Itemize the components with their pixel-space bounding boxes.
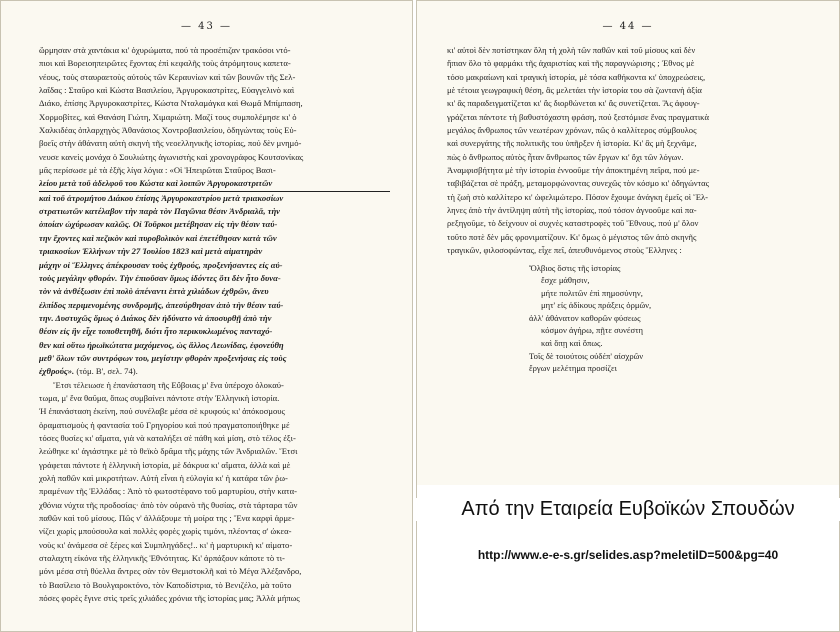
text-line: τόσο μακραίωνη καὶ τραγικὴ ἱστορία, μὲ τόσα καθήκοντα κι' ὑποχρεώσεις, [447, 71, 706, 82]
text-line: μᾶς περίσωσε μὲ τὰ ἑξῆς λίγα λόγια : «Οἱ Ἠπειρῶται Σταῦρος Βασι- [39, 165, 276, 176]
text-line: σταλαχτη εἰκόνα τῆς ἑλληνικῆς Ἑθνότητας. Κι' ἀρπάξουν κάποτε τὸ τι- [39, 553, 285, 564]
text-line: πιοι καὶ Βορειοηπειρῶτες ἔχοντας ἐπὶ κεφαλῆς τοὺς ἀτρόμητους καπετα- [39, 58, 291, 69]
text-line: νοὺς κι' ἀνάμεσα σὲ ξέρες καὶ Συμπληγάδες!.. κι' ἡ μαρτυρικὴ κι' αἱματο- [39, 539, 293, 550]
text-line: λαΐδας : Σταῦρο καὶ Κώστα Βασιλείου, Ἀργυροκαστρίτες, Εὐαγγελινὸ καὶ [39, 85, 295, 96]
poem-line: Ὄλβιος ὅστις τῆς ἱστορίας [529, 262, 621, 273]
text-line: καὶ τοῦ ἀτρομήτου Διάκου ἐπίσης Ἀργυροκαστρίου μετὰ τριακοσίων [39, 192, 284, 203]
underlined-line: λείου μετὰ τοῦ ἀδελφοῦ του Κώστα καὶ λοιπῶν Ἀργυροκαστριτῶν [39, 178, 273, 189]
text-line: ρεξηγοῦμε, τὸ δείχνουν οἱ συχνὲς καταστροφὲς τοῦ Ἔθνους, πού μ' ὅλον [447, 218, 699, 229]
text-line: τόσες θυσίες κι' αἵματα, γιὰ νὰ καταλήξει σὲ πάθη καὶ μίση, στὸ τέλος ἐξι- [39, 432, 296, 443]
text-line: ὁποίαν ὠχύρωσαν καλῶς. Οἱ Τοῦρκοι μετέβησαν εἰς τὴν θέσιν ταύ- [39, 219, 278, 230]
text-line: τωμα, μ' ἕνα θαῦμα, ὅπως συμβαίνει πάντοτε στὴν Ἑλληνικὴ ἱστορία. [39, 392, 280, 403]
text-line: τὸν νὰ ἀνθέξωσιν ἐπὶ πολὺ ἀπέναντι ἑπτὰ χιλιάδων ἐχθρῶν, ἄνευ [39, 286, 269, 297]
text-line: κι' αὐτοὶ δὲν ποτίστηκαν ὅλη τὴ χολὴ τῶν παθῶν καὶ τοῦ μίσους καὶ δὲν [447, 45, 696, 55]
text-line: Χορμοβίτες, καὶ Θανάση Γιώτη, Χιμαριώτη. Μαζί τους συμπολέμησε κι' ὁ [39, 111, 297, 122]
poem-line: ἔργων μελέτημα προσίζει [529, 363, 617, 374]
text-line: μεθ' ὅλων τῶν συντρόφων του, μεγίστην φθορὰν προξενήσας εἰς τοὺς [39, 352, 287, 363]
text-line: ταβιβάζεται σὲ πράξη, μεταμορφώνοντας συνεχῶς τὸν κόσμο κι' ὁδηγώντας [447, 178, 709, 189]
text-line: τοῦτο ποτὲ δὲν μᾶς φρονιματίζουν. Κι' ὅμως ὁ μέγιστος τῶν ἀπὸ σκηνῆς [447, 231, 697, 242]
poem [529, 262, 839, 375]
right-page-text [447, 44, 809, 258]
poem-line: Τοῖς δὲ τοιούτοις οὐδέπ' αἰσχρῶν [529, 350, 644, 361]
poem-line: μήτε πολιτῶν ἐπὶ πημοσύνην, [541, 287, 643, 298]
left-page [0, 0, 413, 632]
text-line: νευσε κανεὶς μονάχα ὁ Σουλιώτης ἀγωνιστὴς καὶ χρονογράφος Κουτσονίκας [39, 151, 304, 162]
text-line: ὥρμησαν στὰ χαντάκια κι' ὀχυρώματα, πού τὰ προσέπιζαν τρακόσοι ντό- [39, 45, 291, 55]
text-line: ὁραματισμοὺς ἡ φαντασία τοῦ Γρηγορίου καὶ πού πραγματοποιήθηκε μέ [39, 419, 290, 430]
text-line: παθῶν καὶ τοῦ μίσους. Πῶς ν' ἀλλάξουμε τὴ μοίρα της ; Ἕνα καρφὶ ἀρμε- [39, 513, 295, 524]
text-line: πὼς ὁ ἄνθρωπος αὐτὸς ἦταν ἄνθρωπος τῶν ἔργων κι' ὄχι τῶν λόγων. [447, 151, 684, 162]
text-line: χολὴ παθῶν καὶ μικροτήτων. Αὐτὴ εἶναι ἡ εὐλογία κι' ἡ κατάρα τῶν ῥω- [39, 473, 288, 483]
poem-line: καὶ ὅπῃ καὶ ὅπως. [541, 338, 603, 349]
left-page-text [39, 44, 390, 605]
text-line: Διάκο, ἐπίσης Ἀργυροκαστρίτες, Κώστα Νταλαμάγκα καὶ Θωμᾶ Μπίμπαση, [39, 98, 303, 109]
text-line: μόνι μέσα στὴ θύελλα ἄντρες σὰν τὸν Θεμιστοκλῆ καὶ τὸ Μέγα Ἀλέξανδρο, [39, 566, 302, 577]
text-line: στρατιωτῶν κατέλαβον τὴν παρὰ τὸν Παγῶνια θέσιν Ἀνδριαλᾶ, τὴν [39, 206, 280, 217]
text-line: κι' ἂς παραδειγματίζεται κι' ἂς διορθώνεται κι' ἂς συνετίζεται. Ἂς ἀφουγ- [447, 98, 700, 109]
text-line: Ἡ ἐπανάσταση ἐκείνη, πού συνέλαβε μέσα σὲ κρυφούς κι' ἀπόκοσμους [39, 406, 285, 417]
text-line: Ἔτσι τέλειωσε ἡ ἐπανάσταση τῆς Εὔβοιας μ' ἕνα ὑπέροχο ὁλοκαύ- [53, 379, 284, 390]
page-number: — 44 — [602, 21, 654, 32]
bold-line: ἐχθρούς». [39, 366, 75, 377]
text-line: νέους, τοὺς σταυραετοὺς αὐτοὺς τῶν Κεραυνίων καὶ τῶν βουνῶν τῆς Σελ- [39, 71, 296, 82]
text-line: καὶ συνεργάτης τῆς πολιτικῆς του ὑπῆρξεν ἡ ἱστορία. Κι' ἂς μὴ ξεχνᾶμε, [447, 138, 697, 149]
text-line: λεώθηκε κι' ἀγιάστηκε μὲ τὸ θεϊκὸ δρᾶμα τῆς μάχης τῶν Ἀνδριαλῶν. Ἔτσι [39, 446, 298, 457]
text-line: πόσες φορὲς ἔγινε στὶς τρεῖς χιλιάδες χρόνια τῆς ἱστορίας μας; Ἀλλὰ μήπως [39, 593, 300, 604]
text-line: ἐλπίδος περιμενομένης συνδρομῆς, ἀπεσύρθησαν ἀπὸ τὴν θέσιν ταύ- [39, 299, 284, 310]
text-line: τὴ ζωὴ στὸ καλλίτερο κι' ὠφελιμώτερο. Πόσον ἔχουμε ἀνάγκη ἐμεῖς οἱ Ἕλ- [447, 191, 709, 202]
text-line: Χαλκιδέας ὁπλαρχηγὸς Ἀθανάσιος Χοντροβασιλείου, ὁδηγώντας τοὺς Εὐ- [39, 125, 297, 136]
text-line: τριακοσίων Ἑλλήνων τὴν 27 Ἰουλίου 1823 καὶ μετὰ αἱματηρὰν [39, 246, 263, 257]
poem-line: μητ' εἰς ἀδίκους πράξεις ὁρμῶν, [541, 300, 652, 311]
text-line: μεγάλος ἄνθρωπος τῶν νεωτέρων χρόνων, πῶς ὁ καλλίτερος σύμβουλος [447, 125, 697, 136]
poem-line: κόσμον ἀγήρω, πῇτε συνέστη [541, 325, 644, 336]
text-line: νίζει χωρὶς μπούσουλα καὶ πολλὲς φορὲς χωρὶς τιμόνι, πλέοντας σ' ὠκεα- [39, 526, 292, 537]
text-line: χθόνια νύχτα τῆς προδοσίας· ἀπὸ τὸν οὐρανὸ τῆς θυσίας, στὰ τάρταρα τῶν [39, 499, 298, 510]
text-line: ληνες ἀπὸ τὴν ἀντίληψη αὐτὴ τῆς ἱστορίας, πού τόσον ἀγνοοῦμε καὶ πα- [447, 205, 697, 216]
text-line: Ἀναμφισβήτητα μὲ τὴν ἱστορία ἐννοοῦμε τὴν ἀποκτημένη πεῖρα, πού με- [447, 165, 700, 176]
text-line: πραμένων τῆς Ἑλλάδας : Ἀπὸ τὸ φωτοστέφανο τοῦ μαρτυρίου, στὴν κατα- [39, 486, 297, 497]
citation: (τόμ. Β', σελ. 74). [74, 366, 138, 377]
citation-line [39, 365, 390, 378]
source-url: http://www.e-e-s.gr/selides.asp?meletiID=500&pg=40 [477, 548, 779, 562]
text-line: τοὺς μεγάλην φθοράν. Τὴν ἐπιοῦσαν ὅμως ἰδόντες ὅτι δὲν ἦτο δυνα- [39, 272, 281, 283]
text-line: τραγικῶν, φιλοσοφώντας, εἶχε πεῖ, ἀπευθυνόμενος στοὺς Ἕλληνες : [447, 245, 682, 256]
text-line: τὸ Βασίλειο τὸ Βουλγαροκτόνο, τὸν Καποδίστρια, τὸ Βενιζέλο, μὰ τοῦτο [39, 579, 292, 590]
text-line: γράφεται πάντοτε ἡ ἑλληνικὴ ἱστορία, μὲ δάκρυα κι' αἵματα, ἀλλὰ καὶ μὲ [39, 459, 291, 470]
credit-caption: Από την Εταιρεία Ευβοϊκών Σπουδών [416, 498, 840, 521]
text-line: βοεῖς στὴν ἀθάνατη αὐτὴ σκηνὴ τῆς νεοελληνικῆς ἱστορίας, πού δὲν μνημό- [39, 138, 302, 149]
text-line: θέσιν εἰς ἣν εἶχε τοποθετηθῆ, διότι ἦτο περικυκλωμένος πανταχό- [39, 326, 273, 337]
poem-line: ἀλλ' ἀθάνατον καθορῶν φύσεως [529, 312, 641, 323]
text-line: μὲ τέτοια γεωγραφικὴ θέση, ἂς μελετάει τὴν ἱστορία του σὰ ζωντανὴ ἀξία [447, 85, 702, 96]
text-line: γράζεται πάντοτε τὴ βαθυστόχαστη φράση, πού ξεστόμισε ἕνας πραγματικὰ [447, 111, 709, 122]
poem-line: ἔσχε μάθησιν, [541, 275, 590, 286]
text-line: μάχην οἱ Ἕλληνες ἀπέκρουσαν τοὺς ἐχθρούς, προξενήσαντες εἰς αὐ- [39, 259, 283, 270]
text-line: ἤπιαν ὅλο τὸ φαρμάκι τῆς ἀχαριστίας καὶ τῆς παραγνώρισης ; Ἐθνος μὲ [447, 58, 695, 69]
text-line: την ἔχοντες καὶ πεζικὸν καὶ πυροβολικὸν καὶ ἐπετέθησαν κατὰ τῶν [39, 232, 277, 243]
text-line: την. Δυστυχῶς ὅμως ὁ Διάκος δὲν ἠδύνατο νὰ ἀποσυρθῇ ἀπὸ τὴν [39, 312, 272, 323]
page-number: — 43 — [180, 21, 233, 32]
text-line: θεν καὶ οὕτω ἠρωϊκώτατα μαχόμενος, ὡς ἄλλος Λεωνίδας, ἐφονεύθη [39, 339, 284, 350]
